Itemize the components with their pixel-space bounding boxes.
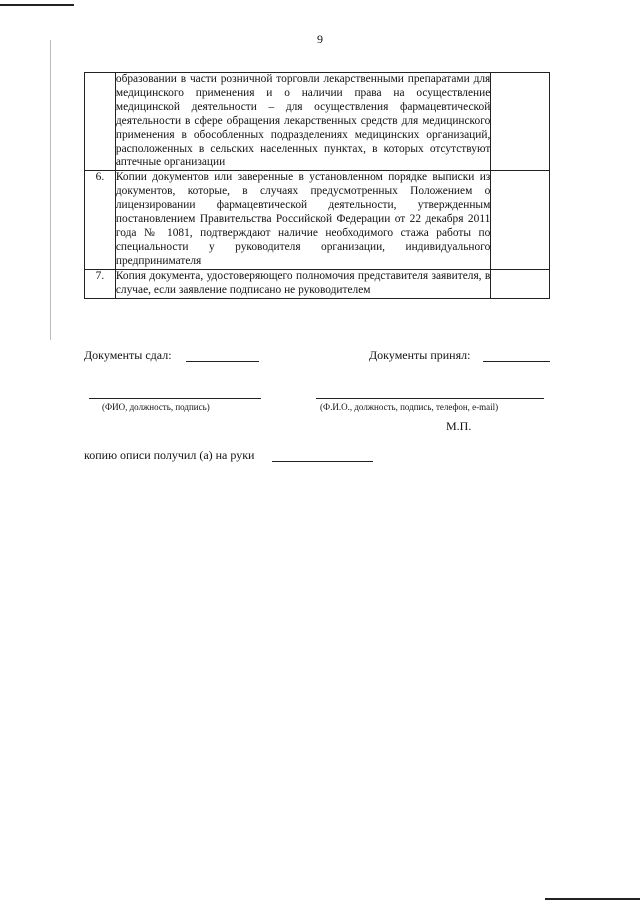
row-blank-cell (491, 171, 550, 269)
table-row (85, 73, 550, 171)
documents-table (84, 72, 550, 299)
accepted-signature-line[interactable] (483, 361, 550, 362)
table-row (85, 269, 550, 298)
stamp-label: М.П. (446, 419, 472, 433)
page-number: 9 (317, 32, 323, 46)
scan-edge-top (0, 4, 74, 6)
submitted-signature-line[interactable] (186, 361, 259, 362)
submitter-name-line[interactable] (89, 398, 261, 399)
table-row (85, 171, 550, 269)
scan-edge-bottom (545, 898, 640, 900)
row-text: образовании в части розничной торговли лекарственными препаратами для медицинского применения и о наличии права на осуществление медицинской деятельности – для осуществления фармацевтической деятельности в сфере обращения лекарственных средств для медицинского применения в обособленных подразделениях медицинских организаций, расположенных в сельских населенных пунктах, в которых отсутствуют аптечные организации (115, 73, 490, 171)
row-number (85, 73, 116, 171)
submitted-label: Документы сдал: (84, 348, 172, 362)
copy-received-label: копию описи получил (а) на руки (84, 448, 255, 462)
copy-received-signature-line[interactable] (272, 461, 373, 462)
receiver-caption: (Ф.И.О., должность, подпись, телефон, e-mail) (320, 402, 499, 412)
row-blank-cell (491, 269, 550, 298)
row-number: 6. (85, 171, 116, 269)
row-text: Копия документа, удостоверяющего полномочия представителя заявителя, в случае, если заявление подписано не руководителем (115, 269, 490, 298)
row-text: Копии документов или заверенные в установленном порядке выписки из документов, которые, в случаях предусмотренных Положением о лицензировании фармацевтической деятельности, утвержденным постановлением Правительства Российской Федерации от 22 декабря 2011 года № 1081, подтверждают наличие необходимого стажа работы по специальности у руководителя организации, индивидуального предпринимателя (115, 171, 490, 269)
submitter-caption: (ФИО, должность, подпись) (102, 402, 210, 412)
row-number: 7. (85, 269, 116, 298)
scan-edge-left (50, 40, 51, 340)
receiver-name-line[interactable] (316, 398, 544, 399)
row-blank-cell (491, 73, 550, 171)
accepted-label: Документы принял: (369, 348, 471, 362)
